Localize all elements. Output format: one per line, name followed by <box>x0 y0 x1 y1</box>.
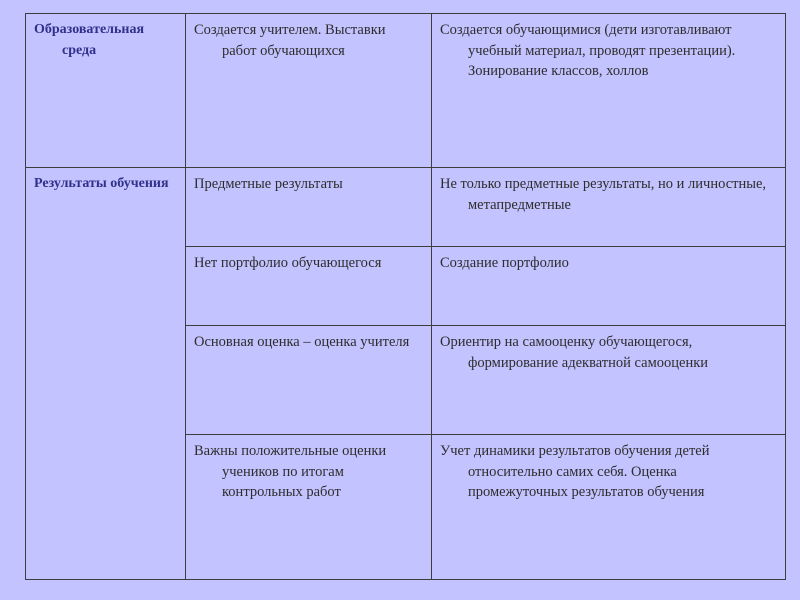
cell-text: Важны положительные оценки учеников по итогам контрольных работ <box>194 443 387 500</box>
cell-text: Нет портфолио обучающегося <box>194 255 382 271</box>
table-cell <box>432 326 786 435</box>
cell-text: Учет динамики результатов обучения детей относительно самих себя. Оценка промежуточных результатов обучения <box>440 443 710 500</box>
cell-text: Не только предметные результаты, но и личностные, метапредметные <box>440 176 767 213</box>
table-cell <box>432 14 786 168</box>
table-cell <box>186 247 432 326</box>
table-cell <box>186 168 432 247</box>
table-cell <box>432 435 786 580</box>
row-header-label: Результаты обучения <box>34 176 169 191</box>
row-header-label: Образовательная среда <box>34 22 145 58</box>
cell-text: Основная оценка – оценка учителя <box>194 334 410 350</box>
cell-text: Ориентир на самооценку обучающегося, формирование адекватной самооценки <box>440 334 709 371</box>
comparison-table <box>25 13 786 580</box>
comparison-sheet <box>25 13 785 580</box>
row-header-cell <box>26 14 186 168</box>
cell-text: Создание портфолио <box>440 255 569 271</box>
table-row <box>26 168 786 247</box>
table-cell <box>432 247 786 326</box>
table-cell <box>186 326 432 435</box>
table-row <box>26 14 786 168</box>
cell-text: Предметные результаты <box>194 176 343 192</box>
row-header-cell <box>26 168 186 580</box>
table-cell <box>186 435 432 580</box>
table-cell <box>432 168 786 247</box>
cell-text: Создается обучающимися (дети изготавливают учебный материал, проводят презентации). Зонирование классов, холлов <box>440 22 736 79</box>
table-cell <box>186 14 432 168</box>
cell-text: Создается учителем. Выставки работ обучающихся <box>194 22 386 59</box>
